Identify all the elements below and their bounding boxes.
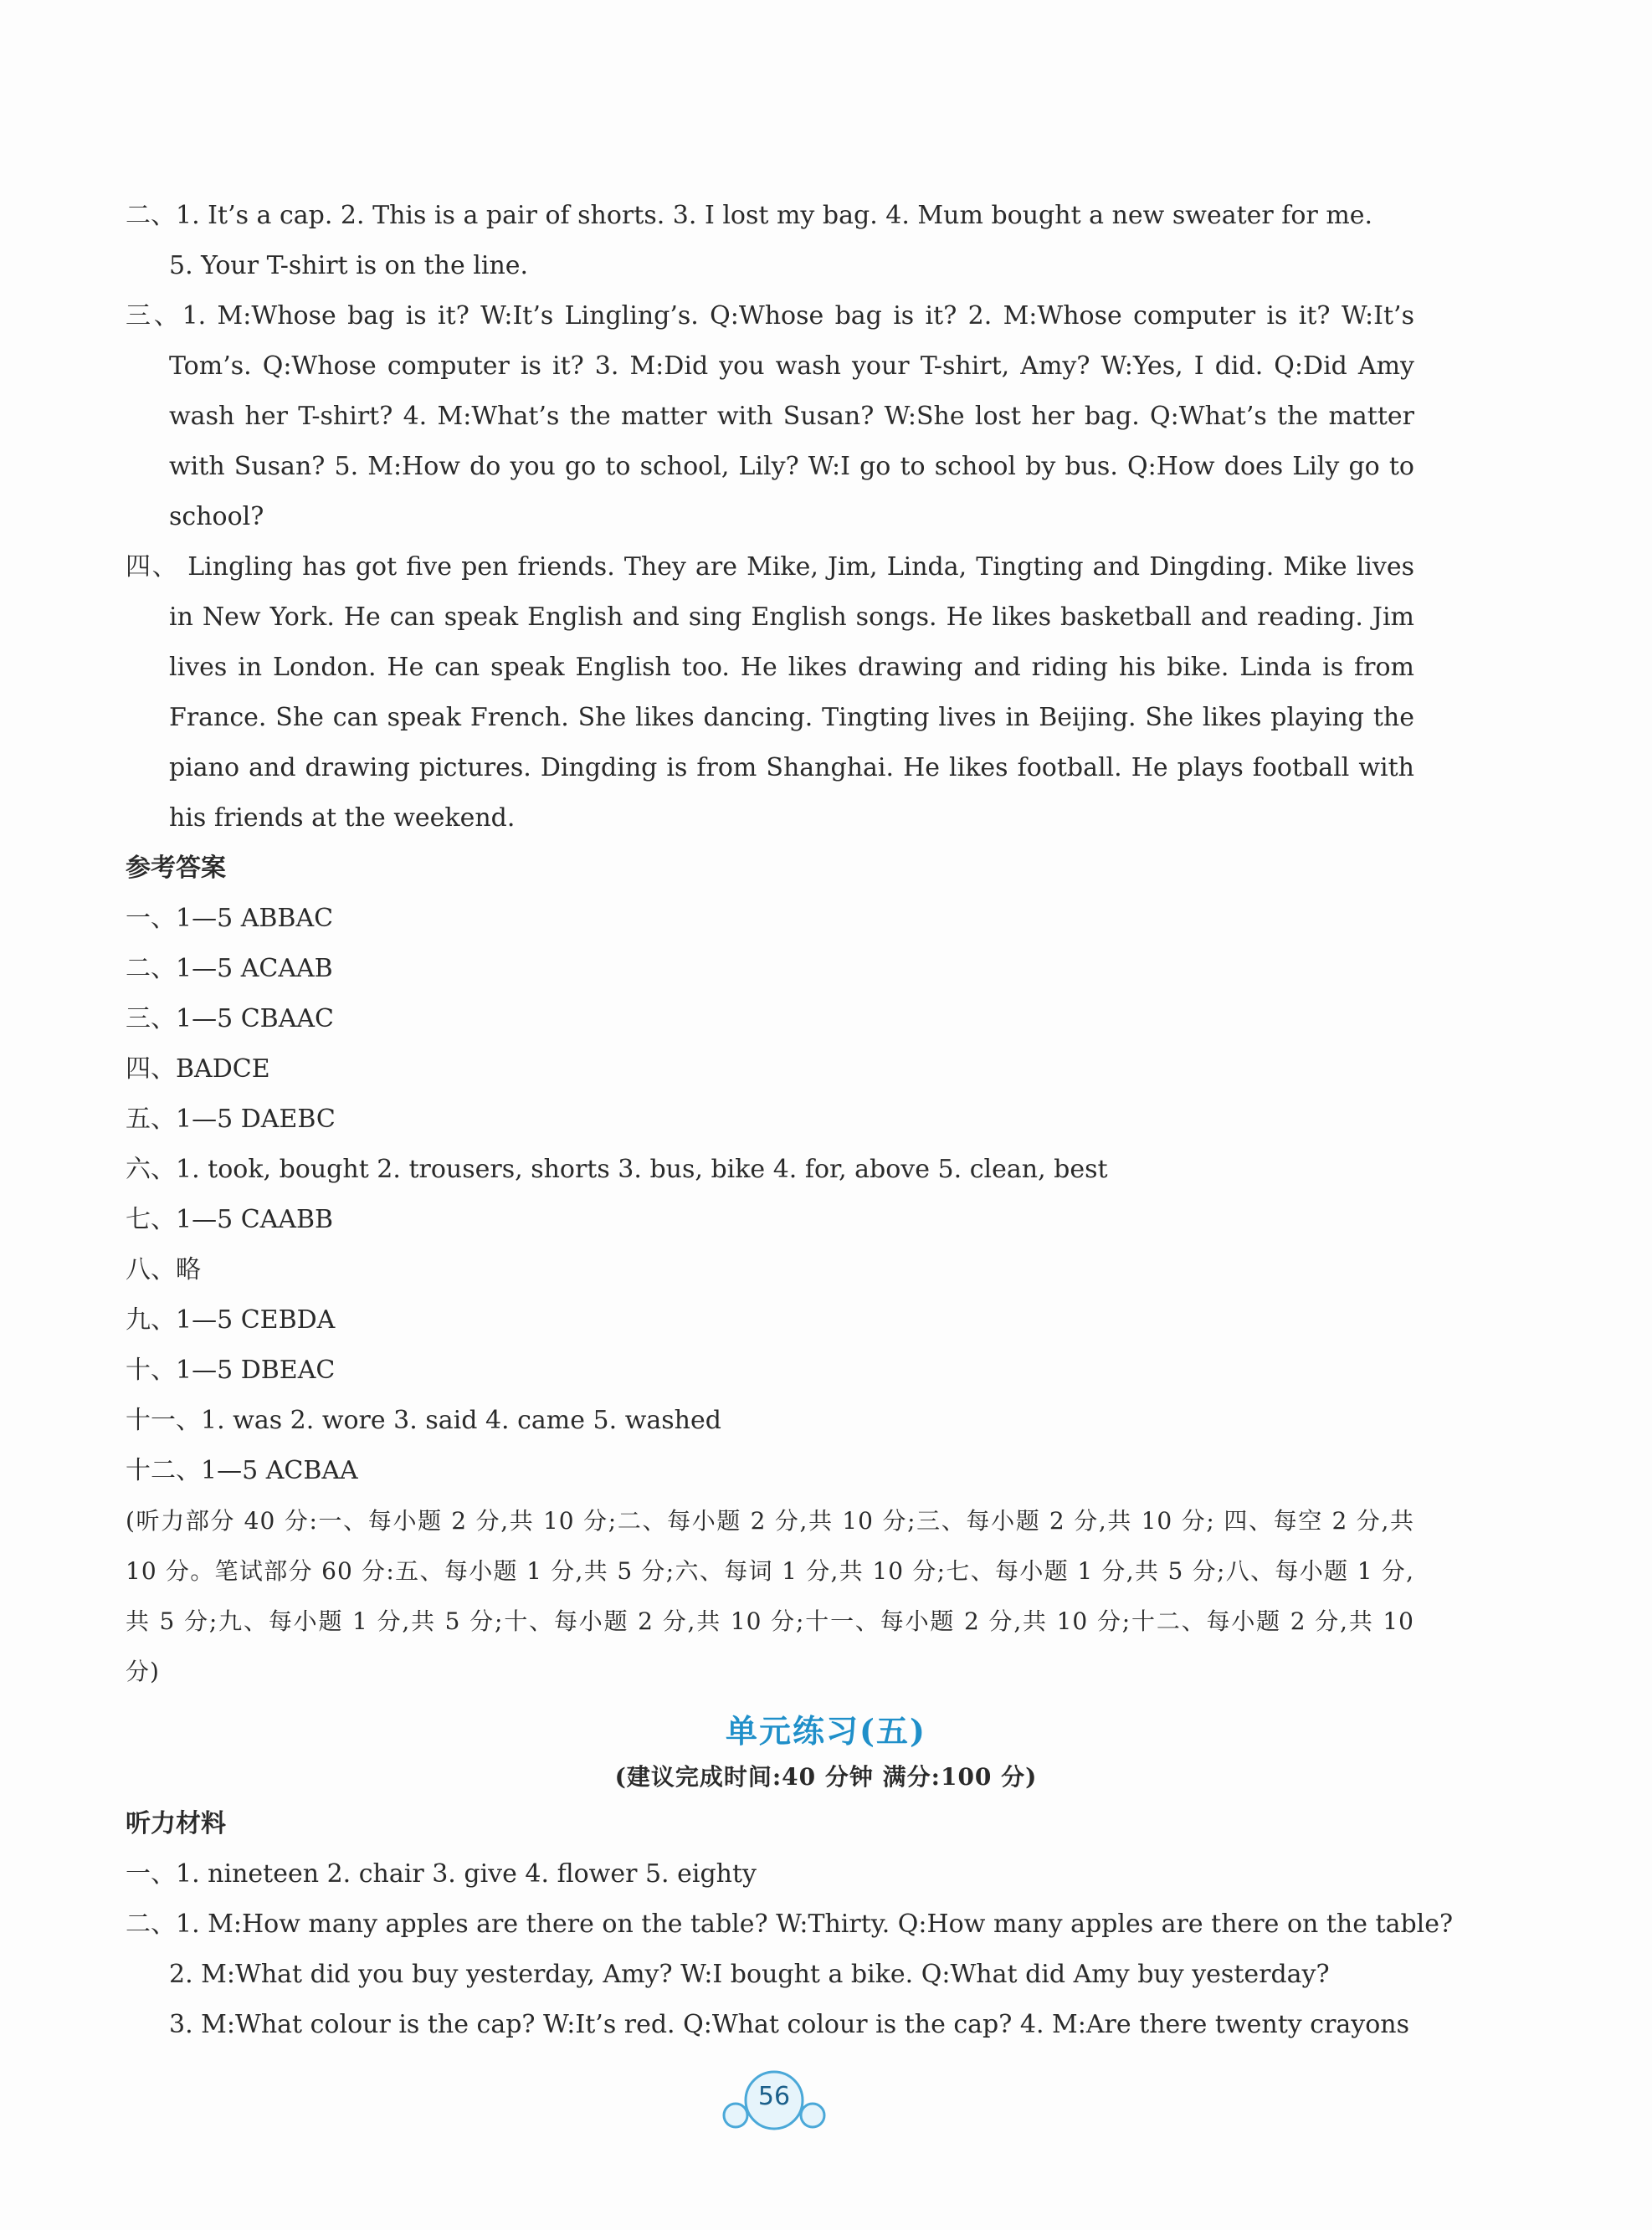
listening-continuation [126,191,1414,843]
listening-heading: 听力材料 [126,1809,226,1838]
unit-title: 单元练习(五) [726,1712,926,1750]
u5-q2-line-3: 3. M:What colour is the cap? W:It’s red. Q:What colour is the cap? 4. M:Are there twenty crayons [169,2010,1410,2039]
answer-line: 八、略 [126,1255,201,1284]
answer-line: 一、1—5 ABBAC [126,904,334,933]
u5-q2-line-2: 2. M:What did you buy yesterday, Amy? W:I bought a bike. Q:What did Amy buy yesterday? [169,1960,1330,1989]
answer-line: 三、1—5 CBAAC [126,1004,334,1033]
answer-line: 九、1—5 CEBDA [126,1305,336,1335]
answer-line: 六、1. took, bought 2. trousers, shorts 3. bus, bike 4. for, above 5. clean, best [126,1155,1108,1184]
answers-heading: 参考答案 [126,854,226,883]
page-number-badge [716,2067,833,2142]
q4-paragraph: 四、 Lingling has got five pen friends. They are Mike, Jim, Linda, Tingting and Dingding. Mike lives in New York. He can speak English and sing English songs. He likes basketball and reading. Jim lives in London. He can speak English too. He likes drawing and riding his bike. Linda is from France. She can speak French. She likes dancing. Tingting lives in Beijing. She likes playing the piano and drawing pictures. Dingding is from Shanghai. He likes football. He plays football with his friends at the weekend. [126,552,1414,833]
answer-line: 十二、1—5 ACBAA [126,1456,358,1485]
q2-line-2: 5. Your T-shirt is on the line. [169,251,529,280]
answer-line: 七、1—5 CAABB [126,1205,334,1234]
answer-line: 五、1—5 DAEBC [126,1105,336,1134]
answer-line: 四、BADCE [126,1054,270,1084]
page-number: 56 [757,2082,791,2111]
q2-line-1: 二、1. It’s a cap. 2. This is a pair of shorts. 3. I lost my bag. 4. Mum bought a new sweater for me. [126,201,1373,230]
q3-paragraph: 三、1. M:Whose bag is it? W:It’s Lingling’s. Q:Whose bag is it? 2. M:Whose computer is it? W:It’s Tom’s. Q:Whose computer is it? 3. M:Did you wash your T-shirt, Amy? W:Yes, I did. Q:Did Amy wash her T-shirt? 4. M:What’s the matter with Susan? W:She lost her bag. Q:What’s the matter with Susan? 5. M:How do you go to school, Lily? W:I go to school by bus. Q:How does Lily go to school? [126,301,1414,531]
u5-q2-line-1: 二、1. M:How many apples are there on the table? W:Thirty. Q:How many apples are there on the table? [126,1910,1454,1939]
answer-line: 十一、1. was 2. wore 3. said 4. came 5. washed [126,1406,721,1435]
answers-section [126,843,1414,1697]
unit5-listening [126,1799,1454,2050]
answer-line: 十、1—5 DBEAC [126,1356,336,1385]
answer-line: 二、1—5 ACAAB [126,954,333,983]
u5-q1: 一、1. nineteen 2. chair 3. give 4. flower 5. eighty [126,1859,757,1889]
scoring-note: (听力部分 40 分:一、每小题 2 分,共 10 分;二、每小题 2 分,共 10 分;三、每小题 2 分,共 10 分; 四、每空 2 分,共 10 分。笔试部分 60 分:五、每小题 1 分,共 5 分;六、每词 1 分,共 10 分;七、每小题 1 分,共 5 分;八、每小题 1 分,共 5 分;九、每小题 1 分,共 5 分;十、每小题 2 分,共 10 分;十一、每小题 2 分,共 10 分;十二、每小题 2 分,共 10 分) [126,1507,1414,1685]
unit-subtitle: (建议完成时间:40 分钟 满分:100 分) [614,1763,1038,1791]
